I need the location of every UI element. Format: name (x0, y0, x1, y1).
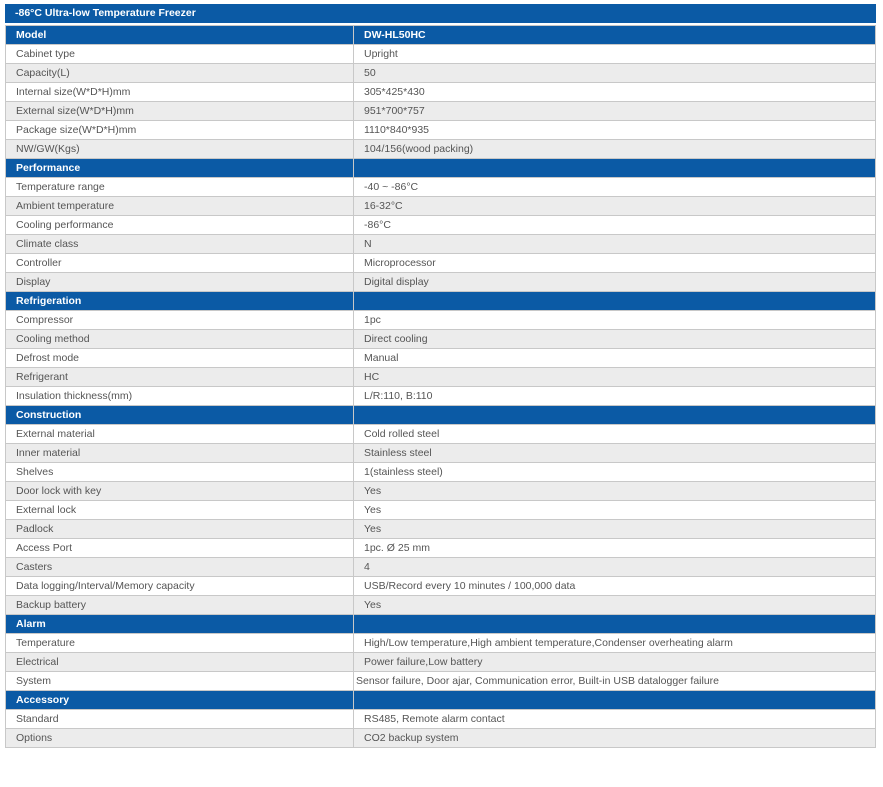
spec-value: 50 (354, 64, 876, 83)
table-row (6, 330, 876, 349)
spec-label: Controller (6, 254, 354, 273)
spec-label: Climate class (6, 235, 354, 254)
spec-value: HC (354, 368, 876, 387)
section-value: DW-HL50HC (354, 26, 876, 45)
table-row (6, 482, 876, 501)
table-row (6, 387, 876, 406)
spec-value: 305*425*430 (354, 83, 876, 102)
spec-label: Compressor (6, 311, 354, 330)
spec-label: NW/GW(Kgs) (6, 140, 354, 159)
spec-value: 4 (354, 558, 876, 577)
table-row (6, 729, 876, 748)
table-row (6, 273, 876, 292)
table-row (6, 558, 876, 577)
section-label: Performance (6, 159, 354, 178)
spec-label: Shelves (6, 463, 354, 482)
spec-label: Inner material (6, 444, 354, 463)
spec-value: 16-32°C (354, 197, 876, 216)
spec-label: Insulation thickness(mm) (6, 387, 354, 406)
table-row (6, 520, 876, 539)
spec-label: Ambient temperature (6, 197, 354, 216)
table-row (6, 596, 876, 615)
spec-label: Internal size(W*D*H)mm (6, 83, 354, 102)
table-row (6, 83, 876, 102)
spec-label: Temperature range (6, 178, 354, 197)
table-row (6, 349, 876, 368)
table-row (6, 140, 876, 159)
spec-label: Access Port (6, 539, 354, 558)
table-row (6, 64, 876, 83)
spec-value: Manual (354, 349, 876, 368)
section-header-row (6, 26, 876, 45)
spec-value: High/Low temperature,High ambient temperature,Condenser overheating alarm (354, 634, 876, 653)
spec-value: Yes (354, 501, 876, 520)
table-row (6, 45, 876, 64)
spec-value: Direct cooling (354, 330, 876, 349)
table-row (6, 368, 876, 387)
spec-label: External material (6, 425, 354, 444)
spec-value: Upright (354, 45, 876, 64)
table-row (6, 710, 876, 729)
spec-label: Door lock with key (6, 482, 354, 501)
spec-value: 1pc. Ø 25 mm (354, 539, 876, 558)
spec-label: Standard (6, 710, 354, 729)
spec-label: External size(W*D*H)mm (6, 102, 354, 121)
table-row (6, 539, 876, 558)
table-row (6, 653, 876, 672)
section-value (354, 159, 876, 178)
spec-value: Cold rolled steel (354, 425, 876, 444)
spec-label: Options (6, 729, 354, 748)
table-row (6, 425, 876, 444)
section-value (354, 292, 876, 311)
section-header-row (6, 159, 876, 178)
section-label: Construction (6, 406, 354, 425)
spec-value: L/R:110, B:110 (354, 387, 876, 406)
spec-value: 1pc (354, 311, 876, 330)
spec-value: Microprocessor (354, 254, 876, 273)
spec-value: USB/Record every 10 minutes / 100,000 data (354, 577, 876, 596)
table-row (6, 121, 876, 140)
spec-value: -86°C (354, 216, 876, 235)
table-row (6, 197, 876, 216)
table-row (6, 216, 876, 235)
spec-label: Electrical (6, 653, 354, 672)
spec-label: Cooling performance (6, 216, 354, 235)
spec-label: Defrost mode (6, 349, 354, 368)
spec-label: Package size(W*D*H)mm (6, 121, 354, 140)
spec-value: Stainless steel (354, 444, 876, 463)
spec-label: Data logging/Interval/Memory capacity (6, 577, 354, 596)
table-row (6, 178, 876, 197)
section-value (354, 615, 876, 634)
section-header-row (6, 406, 876, 425)
spec-table-body (6, 26, 876, 748)
spec-value: CO2 backup system (354, 729, 876, 748)
spec-label: Cooling method (6, 330, 354, 349)
spec-label: Cabinet type (6, 45, 354, 64)
spec-label: Temperature (6, 634, 354, 653)
table-row (6, 444, 876, 463)
spec-label: Display (6, 273, 354, 292)
spec-value: Yes (354, 520, 876, 539)
section-value (354, 406, 876, 425)
section-label: Accessory (6, 691, 354, 710)
spec-value: Sensor failure, Door ajar, Communication error, Built-in USB datalogger failure (354, 672, 876, 691)
table-row (6, 577, 876, 596)
spec-label: Backup battery (6, 596, 354, 615)
section-header-row (6, 615, 876, 634)
section-label: Model (6, 26, 354, 45)
spec-value: -40 ~ -86°C (354, 178, 876, 197)
spec-value: Power failure,Low battery (354, 653, 876, 672)
table-row (6, 102, 876, 121)
table-row (6, 501, 876, 520)
spec-value: Yes (354, 596, 876, 615)
table-row (6, 311, 876, 330)
spec-label: External lock (6, 501, 354, 520)
table-title: -86°C Ultra-low Temperature Freezer (5, 4, 876, 23)
spec-value: Digital display (354, 273, 876, 292)
spec-table (5, 25, 876, 748)
spec-value: N (354, 235, 876, 254)
table-row (6, 235, 876, 254)
spec-value: Yes (354, 482, 876, 501)
table-row (6, 672, 876, 691)
table-row (6, 634, 876, 653)
section-label: Refrigeration (6, 292, 354, 311)
spec-value: 104/156(wood packing) (354, 140, 876, 159)
spec-label: Refrigerant (6, 368, 354, 387)
spec-value: 951*700*757 (354, 102, 876, 121)
section-header-row (6, 691, 876, 710)
section-value (354, 691, 876, 710)
spec-label: Capacity(L) (6, 64, 354, 83)
spec-value: 1110*840*935 (354, 121, 876, 140)
spec-label: Padlock (6, 520, 354, 539)
spec-label: System (6, 672, 354, 691)
spec-value: 1(stainless steel) (354, 463, 876, 482)
table-row (6, 463, 876, 482)
table-row (6, 254, 876, 273)
spec-label: Casters (6, 558, 354, 577)
section-label: Alarm (6, 615, 354, 634)
spec-value: RS485, Remote alarm contact (354, 710, 876, 729)
section-header-row (6, 292, 876, 311)
